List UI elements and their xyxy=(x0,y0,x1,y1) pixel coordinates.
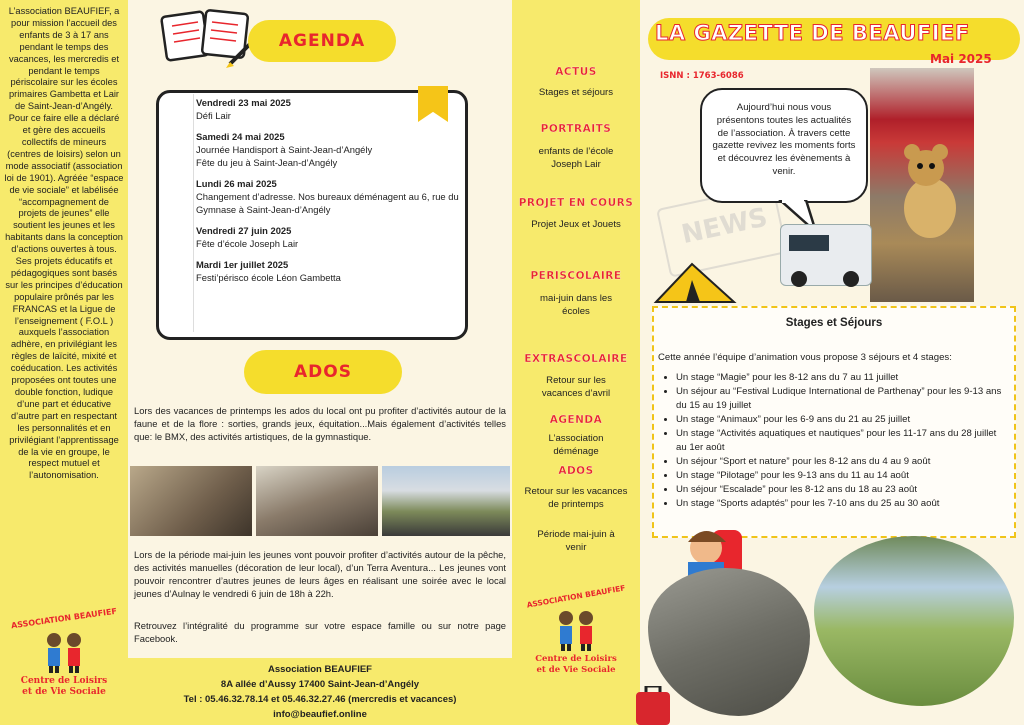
van-wheel xyxy=(791,271,807,287)
intro-text: L’association BEAUFIEF, a pour mission l’accueil des enfants de 3 à 17 ans pendant le temps des vacances, les mercredis et pendant le temps périscolaire sur les écoles primaires Gambetta et Lair de Saint-Jean-d’Angély. Pour ce faire elle a déclaré et gère des accueils collectifs de mineurs (centres de loisirs) selon un mode associatif (association loi de 1901). Agréée “espace de vie sociale” et labélisée “accompagnement de projets de jeunes” elle soutient les jeunes et les habitants dans la conception d’actions ouvertes à tous. Ses projets éducatifs et pédagogiques sont basés sur les principes d’éducation populaire prônés par les FRANCAS et la Ligue de l’enseignement ( F.O.L ) auxquels l’association adhère, en privilégiant les règles de laïcité, mixité et coéducation. Les activités proposées ont toutes une double fonction, ludique d’une part et éducative d’autre part en respectant les personnalités et en privilégiant l’apprentissage de la vie en groupe, le respect mutuel et l’autonomisation. xyxy=(4,6,124,481)
nav-heading-ados: ADOS xyxy=(558,465,594,477)
mascot-photo xyxy=(870,68,974,302)
agenda-spiral xyxy=(170,94,194,332)
logo-line-1: Centre de Loisirs xyxy=(20,676,108,686)
children-figures-icon xyxy=(550,606,602,652)
logo-line-2: et de Vie Sociale xyxy=(536,664,616,675)
nav-text-portraits: enfants de l’école Joseph Lair xyxy=(538,146,614,170)
ados-paragraph-1: Lors des vacances de printemps les ados du local ont pu profiter d’activités autour de la faune et de la flore : sorties, grands jeux, équitation...Mais également d’activités telles que: le BMX, des activités artistiques, de la gymnastique. xyxy=(134,405,506,442)
agenda-date: Mardi 1er juillet 2025 xyxy=(196,259,289,270)
nav-heading-periscolaire: PERISCOLAIRE xyxy=(530,270,622,282)
nav-heading-agenda: AGENDA xyxy=(549,414,603,426)
nav-heading-actus: ACTUS xyxy=(555,66,597,78)
footer-name: Association BEAUFIEF xyxy=(268,664,372,675)
list-item: • Un stage “Pilotage” pour les 9-13 ans du 11 au 14 août xyxy=(676,469,1006,483)
nav-text-ados: Retour sur les vacances de printemps xyxy=(524,486,628,510)
notebook-icon xyxy=(160,6,256,68)
list-item: • Un séjour “Escalade” pour les 8-12 ans du 18 au 23 août xyxy=(676,483,1006,497)
nav-text-projet: Projet Jeux et Jouets xyxy=(531,219,621,230)
tent-icon xyxy=(652,262,738,306)
agenda-title: AGENDA xyxy=(278,31,366,51)
agenda-date: Samedi 24 mai 2025 xyxy=(196,131,285,142)
association-logo-2 xyxy=(522,583,630,686)
stages-panel xyxy=(652,306,1016,538)
logo-tagline xyxy=(8,676,120,698)
nav-text-agenda: L’association déménage xyxy=(548,433,604,457)
ados-photo-bmx xyxy=(382,466,510,536)
agenda-event: Défi Lair xyxy=(196,110,231,121)
issn-label: ISNN : 1763-6086 xyxy=(660,71,744,81)
stages-intro: Cette année l’équipe d’animation vous propose 3 séjours et 4 stages: xyxy=(658,352,952,363)
van-window xyxy=(789,235,829,251)
list-item: • Un stage “Sports adaptés” pour les 7-10 ans du 25 au 30 août xyxy=(676,497,1006,511)
gazette-issue: Mai 2025 xyxy=(930,52,992,66)
footer-phone: Tel : 05.46.32.78.14 et 05.46.32.27.46 (mercredis et vacances) xyxy=(183,694,457,705)
agenda-event: Journée Handisport à Saint-Jean-d’Angély xyxy=(196,144,373,155)
list-item: • Un stage “Magie” pour les 8-12 ans du 7 au 11 juillet xyxy=(676,371,1006,385)
logo-line-2: et de Vie Sociale xyxy=(22,687,106,697)
speech-bubble xyxy=(700,88,868,203)
nav-heading-portraits: PORTRAITS xyxy=(540,123,612,135)
ados-paragraph-2: Lors de la période mai-juin les jeunes vont pouvoir profiter d’activités autour de la pêche, des activités manuelles (décoration de leur local), d’un Terra Aventura... Les jeunes vont pouvoir rencontrer d’autres jeunes de leurs âges en réalisant une soirée avec le local jeunes d’Aulnay le vendredi 6 juin de 18h à 22h. xyxy=(134,549,506,599)
logo-tagline xyxy=(522,654,630,675)
nav-text-periode: Période mai-juin à venir xyxy=(537,529,615,553)
van-photo xyxy=(780,224,872,286)
footer-address: 8A allée d’Aussy 17400 Saint-Jean-d’Angély xyxy=(220,679,420,690)
nav-text-extrascolaire: Retour sur les vacances d’avril xyxy=(541,375,611,399)
ados-photo-group xyxy=(256,466,378,536)
suitcase-icon xyxy=(634,686,674,725)
footer-contact xyxy=(128,658,512,725)
summary-column xyxy=(512,0,640,725)
nav-heading-projet: PROJET EN COURS xyxy=(518,197,634,209)
agenda-date: Lundi 26 mai 2025 xyxy=(196,178,277,189)
list-item: • Un stage “Animaux” pour les 6-9 ans du 21 au 25 juillet xyxy=(676,413,1006,427)
mascot-figure xyxy=(870,68,974,302)
agenda-event: Changement d’adresse. Nos bureaux déménagent au 6, rue du Gymnase à Saint-Jean-d’Angély xyxy=(196,191,459,215)
intro-message: Aujourd’hui nous vous présentons toutes les actualités de l’association. À travers cette gazette revivez les moments forts et découvrez les évènements à venir. xyxy=(712,102,856,177)
agenda-list xyxy=(196,96,466,284)
ados-paragraph-3: Retrouvez l’intégralité du programme sur votre espace famille ou sur notre page Facebook. xyxy=(134,620,506,644)
news-word: NEWS xyxy=(678,202,771,251)
agenda-date: Vendredi 23 mai 2025 xyxy=(196,97,291,108)
ados-banner xyxy=(244,350,402,394)
list-item: • Un stage “Activités aquatiques et nautiques” pour les 11-17 ans du 28 juillet au 1er août xyxy=(676,427,1006,455)
list-item: • Un séjour “Sport et nature” pour les 8-12 ans du 4 au 9 août xyxy=(676,455,1006,469)
agenda-date: Vendredi 27 juin 2025 xyxy=(196,225,292,236)
van-wheel xyxy=(843,271,859,287)
nav-text-periscolaire: mai-juin dans les écoles xyxy=(540,293,612,317)
ados-title: ADOS xyxy=(294,362,352,382)
nav-heading-extrascolaire: EXTRASCOLAIRE xyxy=(524,353,628,365)
logo-line-1: Centre de Loisirs xyxy=(535,654,617,664)
logo-arc-text: ASSOCIATION BEAUFIEF xyxy=(525,583,627,610)
stages-list xyxy=(676,371,1006,511)
stages-title: Stages et Séjours xyxy=(785,317,883,329)
list-item: • Un séjour au “Festival Ludique International de Parthenay” pour les 9-13 ans du 15 au 19 juillet xyxy=(676,385,1006,413)
children-figures-icon xyxy=(38,628,90,674)
agenda-event: Festi’périsco école Léon Gambetta xyxy=(196,272,341,283)
logo-arc-text: ASSOCIATION BEAUFIEF xyxy=(10,606,118,631)
gazette-title: LA GAZETTE DE BEAUFIEF xyxy=(655,21,970,45)
footer-email: info@beaufief.online xyxy=(273,709,367,720)
agenda-banner xyxy=(248,20,396,62)
association-logo xyxy=(8,606,120,710)
agenda-event: Fête du jeu à Saint-Jean-d’Angély xyxy=(196,157,338,168)
nav-text-actus: Stages et séjours xyxy=(538,87,614,98)
agenda-event: Fête d’école Joseph Lair xyxy=(196,238,299,249)
ados-photo-classroom xyxy=(130,466,252,536)
